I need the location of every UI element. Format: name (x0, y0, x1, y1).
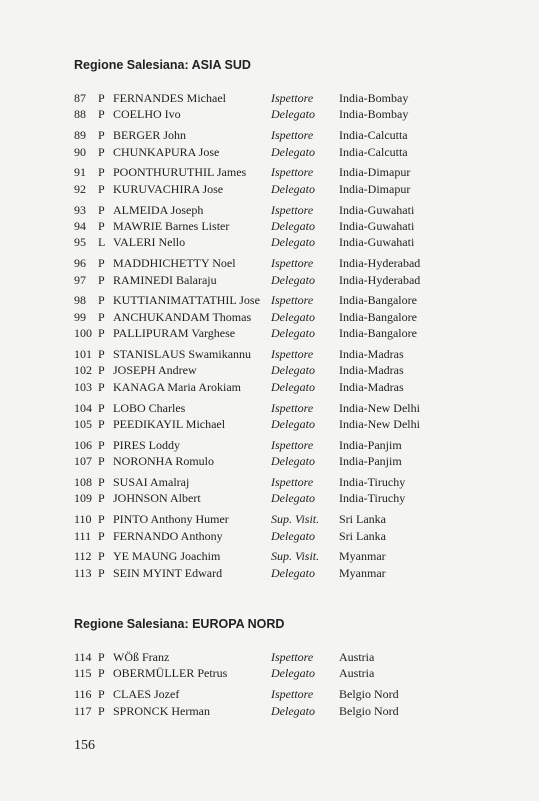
entry-num: 96 (74, 256, 86, 271)
entry-num: 116 (74, 687, 92, 702)
entry-place: Sri Lanka (339, 512, 386, 527)
entry-row (0, 181, 539, 197)
entry-row (0, 649, 539, 665)
page-number: 156 (74, 738, 95, 753)
entry-num: 107 (74, 454, 92, 469)
entry-num: 111 (74, 528, 92, 543)
entry-type: P (98, 379, 105, 394)
entry-name: PINTO Anthony Humer (113, 512, 229, 527)
entry-type: P (98, 165, 105, 180)
entry-row (0, 164, 539, 180)
entry-num: 114 (74, 650, 92, 664)
entry-row (0, 144, 539, 160)
entry-role: Ispettore (271, 293, 314, 308)
entry-name: SEIN MYINT Edward (113, 565, 223, 580)
entry-num: 101 (74, 347, 92, 361)
entry-role: Delegato (271, 565, 315, 580)
entry-role: Ispettore (271, 437, 314, 452)
entry-place: India-Guwahati (339, 219, 415, 233)
entry-num: 108 (74, 475, 92, 489)
entry-type: P (98, 650, 105, 664)
entry-row (0, 565, 539, 581)
entry-type: P (98, 181, 105, 196)
entry-type: P (98, 256, 105, 271)
entry-name: SUSAI Amalraj (113, 475, 190, 489)
entry-type: P (98, 528, 105, 543)
entry-type: P (98, 128, 105, 143)
entry-place: Myanmar (339, 549, 386, 564)
entry-place: Austria (339, 666, 375, 681)
entry-row (0, 90, 539, 106)
entry-role: Ispettore (271, 202, 314, 217)
entry-name: KUTTIANIMATTATHIL Jose (113, 293, 260, 308)
entry-place: India-Bombay (339, 107, 409, 122)
entry-role: Delegato (271, 326, 315, 341)
entry-type: P (98, 512, 105, 527)
entry-role: Delegato (271, 107, 315, 122)
entry-place: India-Guwahati (339, 202, 415, 217)
entry-role: Delegato (271, 528, 315, 543)
entry-num: 103 (74, 379, 92, 394)
entry-num: 95 (74, 235, 86, 250)
entry-name: KANAGA Maria Arokiam (113, 379, 241, 394)
entry-place: Belgio Nord (339, 687, 399, 702)
entry-type: P (98, 666, 105, 681)
entry-type: P (98, 491, 105, 506)
entry-role: Delegato (271, 144, 315, 159)
entry-name: SPRONCK Herman (113, 703, 211, 718)
entry-role: Ispettore (271, 650, 314, 664)
entry-type: P (98, 107, 105, 122)
entry-name: WÖß Franz (113, 650, 170, 664)
entry-num: 100 (74, 326, 92, 341)
entry-place: Myanmar (339, 565, 386, 580)
entry-name: NORONHA Romulo (113, 454, 215, 469)
entry-row (0, 703, 539, 719)
entry-row (0, 400, 539, 416)
entry-role: Ispettore (271, 128, 314, 143)
entry-row (0, 437, 539, 453)
entry-type: P (98, 309, 105, 324)
entry-name: CLAES Jozef (113, 687, 180, 702)
entry-role: Delegato (271, 491, 315, 506)
entry-role: Delegato (271, 379, 315, 394)
entry-num: 91 (74, 165, 86, 180)
entry-name: JOHNSON Albert (113, 491, 201, 506)
entry-type: P (98, 454, 105, 469)
entry-type: P (98, 687, 105, 702)
entry-role: Delegato (271, 666, 315, 681)
entry-type: P (98, 437, 105, 452)
entry-name: MAWRIE Barnes Lister (113, 219, 230, 233)
entry-row (0, 665, 539, 681)
entry-type: P (98, 144, 105, 159)
entry-row (0, 416, 539, 432)
entry-role: Ispettore (271, 256, 314, 271)
entry-place: India-New Delhi (339, 417, 420, 431)
entry-row (0, 490, 539, 506)
entry-type: P (98, 703, 105, 718)
entry-role: Ispettore (271, 400, 314, 415)
entry-place: India-Calcutta (339, 128, 408, 143)
entry-row (0, 272, 539, 288)
entry-place: India-Bangalore (339, 293, 417, 308)
entry-place: India-Calcutta (339, 144, 408, 159)
entry-name: PALLIPURAM Varghese (113, 326, 236, 341)
entry-num: 92 (74, 181, 86, 196)
entry-type: L (98, 235, 106, 250)
entry-name: FERNANDO Anthony (113, 528, 223, 543)
entry-row (0, 255, 539, 271)
entry-role: Ispettore (271, 91, 314, 105)
entry-num: 105 (74, 417, 92, 431)
entry-row (0, 453, 539, 469)
entry-role: Sup. Visit. (271, 512, 320, 527)
entry-place: India-Hyderabad (339, 272, 421, 287)
entry-row (0, 511, 539, 527)
entry-num: 115 (74, 666, 92, 681)
entry-name: PEEDIKAYIL Michael (113, 417, 226, 431)
entry-type: P (98, 417, 105, 431)
entry-row (0, 474, 539, 490)
entry-name: COELHO Ivo (113, 107, 181, 122)
entry-num: 97 (74, 272, 86, 287)
entry-num: 102 (74, 363, 92, 378)
entry-row (0, 234, 539, 250)
entry-role: Delegato (271, 363, 315, 378)
entry-type: P (98, 272, 105, 287)
entry-row (0, 686, 539, 702)
entry-row (0, 528, 539, 544)
entry-row (0, 218, 539, 234)
entry-place: Belgio Nord (339, 703, 399, 718)
entry-type: P (98, 326, 105, 341)
entry-type: P (98, 400, 105, 415)
entry-row (0, 548, 539, 564)
entry-place: Sri Lanka (339, 528, 386, 543)
entry-name: LOBO Charles (113, 400, 186, 415)
section-title-asia-sud: Regione Salesiana: ASIA SUD (74, 58, 251, 72)
entry-place: India-Bangalore (339, 309, 417, 324)
entry-name: VALERI Nello (113, 235, 186, 250)
entry-role: Ispettore (271, 347, 314, 361)
entry-role: Ispettore (271, 165, 314, 180)
entry-place: India-Madras (339, 379, 404, 394)
entry-name: ANCHUKANDAM Thomas (113, 309, 252, 324)
entry-name: POONTHURUTHIL James (113, 165, 247, 180)
entry-name: STANISLAUS Swamikannu (113, 347, 252, 361)
entry-row (0, 127, 539, 143)
entry-role: Delegato (271, 181, 315, 196)
section-title-europa-nord: Regione Salesiana: EUROPA NORD (74, 617, 285, 631)
entry-place: India-Bangalore (339, 326, 417, 341)
entry-place: India-Dimapur (339, 181, 411, 196)
entry-place: India-Panjim (339, 437, 402, 452)
entry-place: India-Tiruchy (339, 491, 406, 506)
entry-role: Delegato (271, 272, 315, 287)
entry-row (0, 309, 539, 325)
entry-place: India-Bombay (339, 91, 409, 105)
entry-num: 88 (74, 107, 86, 122)
entry-type: P (98, 91, 105, 105)
entry-name: FERNANDES Michael (113, 91, 226, 105)
entry-num: 104 (74, 400, 92, 415)
entry-role: Delegato (271, 703, 315, 718)
entry-type: P (98, 219, 105, 233)
entry-place: Austria (339, 650, 375, 664)
entry-place: India-Guwahati (339, 235, 415, 250)
entry-place: India-Tiruchy (339, 475, 406, 489)
entry-num: 110 (74, 512, 92, 527)
entry-name: YE MAUNG Joachim (113, 549, 221, 564)
entry-name: BERGER John (113, 128, 187, 143)
entry-type: P (98, 293, 105, 308)
entry-num: 113 (74, 565, 92, 580)
entry-name: RAMINEDI Balaraju (113, 272, 217, 287)
entry-place: India-New Delhi (339, 400, 420, 415)
entry-place: India-Hyderabad (339, 256, 421, 271)
entry-row (0, 106, 539, 122)
entry-place: India-Madras (339, 347, 404, 361)
entry-type: P (98, 202, 105, 217)
entry-num: 99 (74, 309, 86, 324)
entry-place: India-Panjim (339, 454, 402, 469)
entry-num: 89 (74, 128, 86, 143)
entry-row (0, 202, 539, 218)
entry-num: 94 (74, 219, 86, 233)
entry-num: 117 (74, 703, 92, 718)
entry-row (0, 379, 539, 395)
entry-type: P (98, 549, 105, 564)
entry-name: MADDHICHETTY Noel (113, 256, 236, 271)
entry-place: India-Madras (339, 363, 404, 378)
entry-num: 112 (74, 549, 92, 564)
entry-num: 87 (74, 91, 86, 105)
entry-row (0, 346, 539, 362)
entry-name: JOSEPH Andrew (113, 363, 197, 378)
entry-role: Delegato (271, 417, 315, 431)
entry-num: 98 (74, 293, 86, 308)
entry-type: P (98, 565, 105, 580)
entry-place: India-Dimapur (339, 165, 411, 180)
entry-role: Delegato (271, 309, 315, 324)
entry-name: CHUNKAPURA Jose (113, 144, 220, 159)
entry-row (0, 292, 539, 308)
entry-row (0, 362, 539, 378)
entry-num: 93 (74, 202, 86, 217)
entry-num: 109 (74, 491, 92, 506)
entry-type: P (98, 475, 105, 489)
entry-name: KURUVACHIRA Jose (113, 181, 224, 196)
entry-row (0, 325, 539, 341)
entry-role: Delegato (271, 219, 315, 233)
entry-num: 90 (74, 144, 86, 159)
entry-num: 106 (74, 437, 92, 452)
entry-name: OBERMÜLLER Petrus (113, 666, 228, 681)
entry-name: ALMEIDA Joseph (113, 202, 204, 217)
entry-type: P (98, 347, 105, 361)
entry-role: Delegato (271, 235, 315, 250)
entry-type: P (98, 363, 105, 378)
entry-role: Ispettore (271, 475, 314, 489)
entry-role: Ispettore (271, 687, 314, 702)
entry-name: PIRES Loddy (113, 437, 181, 452)
entry-role: Delegato (271, 454, 315, 469)
entry-role: Sup. Visit. (271, 549, 320, 564)
